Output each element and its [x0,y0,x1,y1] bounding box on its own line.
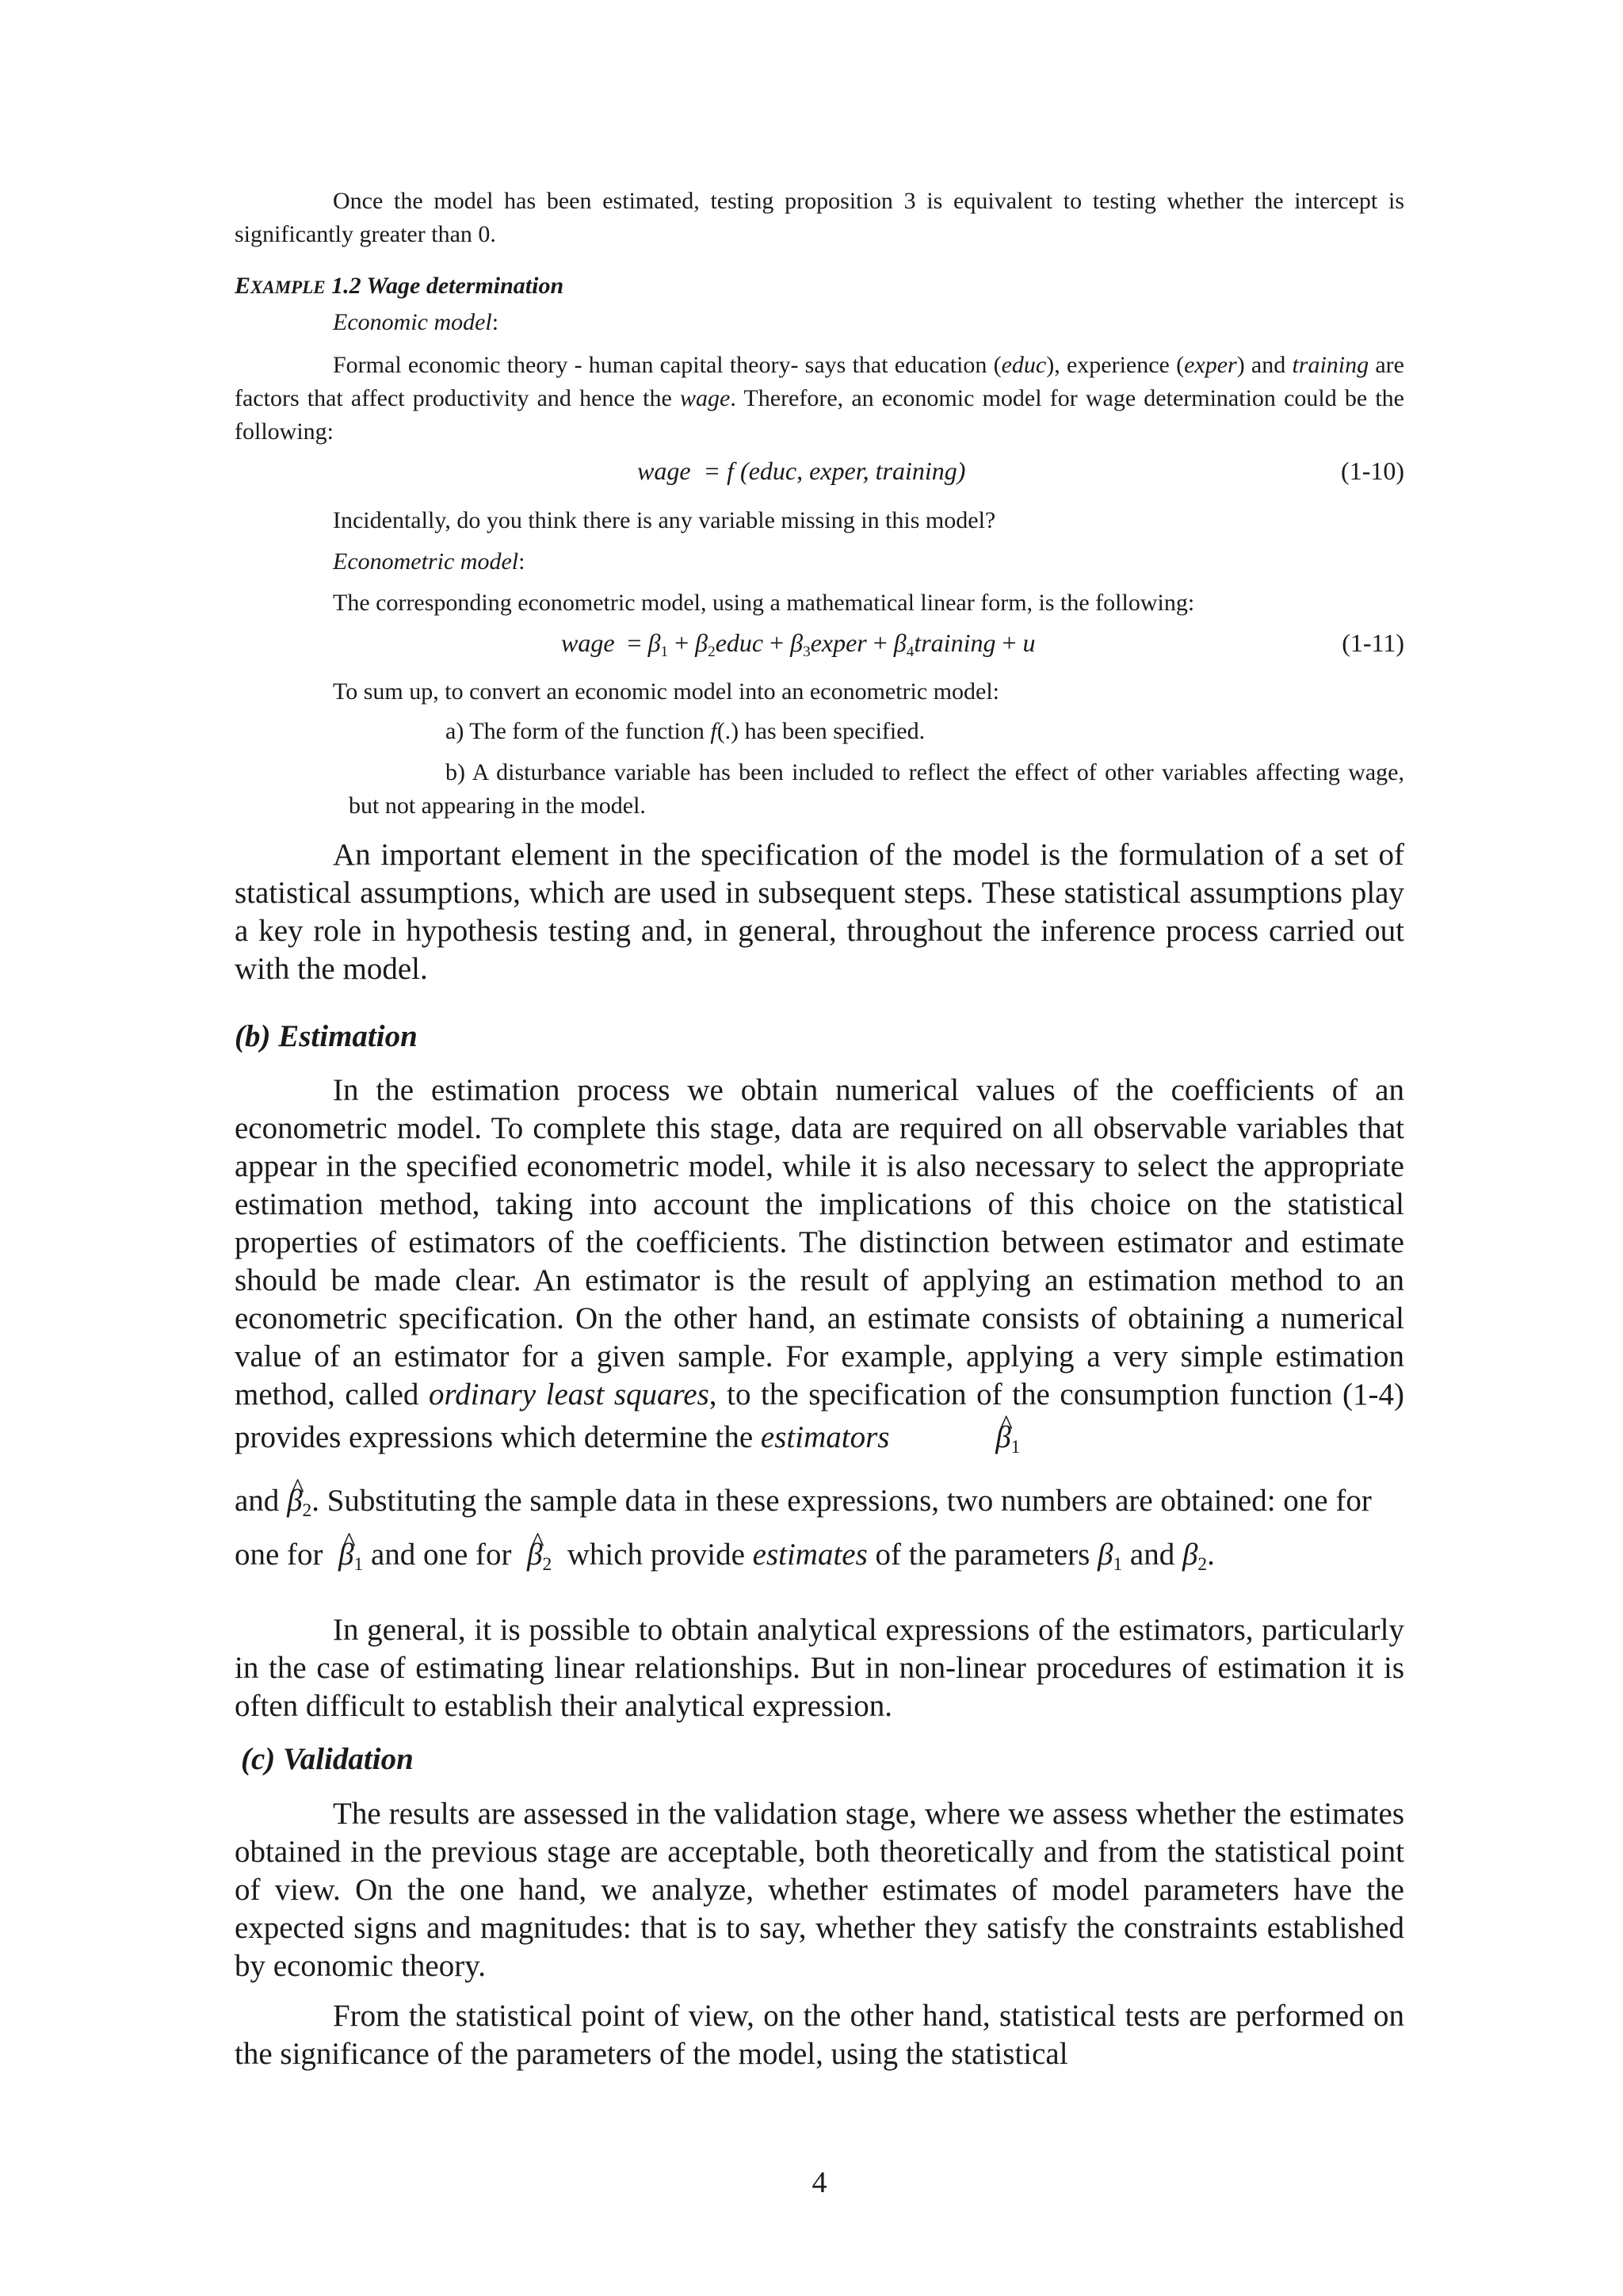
estimation-paragraph-cont: and ^ $\beta_2$. Substituting the sample data in these expressions, two numbers are obtained: one for [235,1482,1404,1530]
general-paragraph: In general, it is possible to obtain analytical expressions of the estimators, particularly in the case of estimating linear relationships. But in non-linear procedures of estimation it is often difficult to establish their analytical expression. [235,1613,1404,1723]
heading-validation: (c) Validation [241,1742,414,1776]
document-page [235,0,1404,2296]
assumptions-paragraph: An important element in the specification of the model is the formulation of a set of statistical assumptions, which are used in subsequent steps. These statistical assumptions play a key role in hypothesis testing and, in general, throughout the inference process carried out with the model. [235,838,1404,986]
page-number: 4 [812,2166,827,2199]
estimation-paragraph: In the estimation process we obtain numerical values of the coefficients of an econometric model. To complete this stage, data are required on all observable variables that appear in the specified econometric model, while it is also necessary to select the appropriate estimation method, taking into account the implications of this choice on the statistical properties of estimators of the coefficients. The distinction between estimator and estimate should be made clear. An estimator is the result of applying an estimation method to an econometric specification. On the other hand, an estimate consists of obtaining a numerical value of an estimator for a given sample. For example, applying a very simple estimation method, called ordinary least squares, to the specification of the consumption function (1-4) provides expressions which determine the estimators ^ $\beta_1$ [235,1072,1404,1471]
intro-paragraph: Once the model has been estimated, testing proposition 3 is equivalent to testing whether the intercept is significantly greater than 0. [235,188,1404,247]
validation-paragraph-1: The results are assessed in the validation stage, where we assess whether the estimates obtained in the previous stage are acceptable, both theoretically and from the statistical point of view. On the one hand, we analyze, whether estimates of model parameters have the expected signs and magnitudes: that is to say, whether they satisfy the constraints established by economic theory. [235,1797,1404,1983]
example-title: EXAMPLE 1.2 Wage determination [235,273,564,299]
econometric-model-text: The corresponding econometric model, using a mathematical linear form, is the following: [333,590,1195,616]
summary-text: To sum up, to convert an economic model into an econometric model: [333,678,1000,705]
econometric-model-label: Econometric model: [333,548,525,575]
equation-1-11: wage = $\beta_1$ + $\beta_2educ$ + $\beta_3exper$ + $\beta_4training + u$ (1-11) [561,628,1404,660]
missing-variable-question: Incidentally, do you think there is any variable missing in this model? [333,507,996,533]
heading-estimation: (b) Estimation [235,1019,418,1053]
economic-model-label: Economic model: [333,309,499,335]
economic-model-text: Formal economic theory - human capital theory- says that education (educ), experience (exper) and training are factors that affect productivity and hence the wage. Therefore, an economic model for wage determination could be the following: [235,352,1404,445]
estimation-paragraph-end: one for ^ $\beta_1$ and one for ^ $\beta_2$ which provide estimates of the parameters $\beta_1$ and $\beta_2$. [235,1536,1404,1584]
equation-number: (1-10) [1341,457,1404,485]
equation-number: (1-11) [1342,628,1404,657]
item-b: b) A disturbance variable has been included to reflect the effect of other variables affecting wage, but not appearing in the model. [349,759,1404,819]
validation-paragraph-2: From the statistical point of view, on the other hand, statistical tests are performed on the significance of the parameters of the model, using the statistical [235,1999,1404,2071]
equation-1-10: wage = f (educ, exper, training) (1-10) [637,457,1404,485]
item-a: a) The form of the function f(.) has been specified. [445,718,926,744]
